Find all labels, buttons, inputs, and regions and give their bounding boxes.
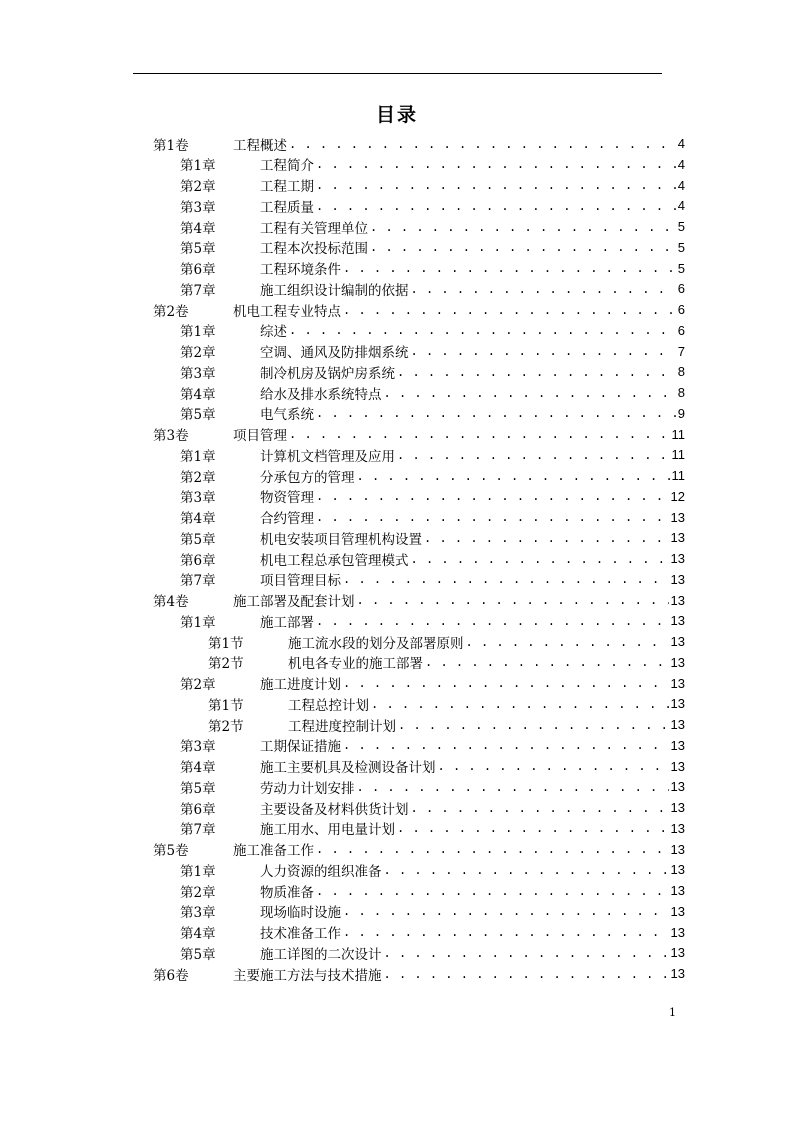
toc-entry-title: 主要设备及材料供货计划 bbox=[260, 801, 409, 818]
toc-entry-title: 施工部署 bbox=[260, 614, 314, 631]
toc-entry-title: 现场临时设施 bbox=[260, 905, 341, 922]
toc-entry-number: 第5章 bbox=[180, 531, 216, 548]
toc-entry-title: 施工流水段的划分及部署原则 bbox=[288, 635, 464, 652]
toc-entry[interactable] bbox=[153, 590, 685, 611]
toc-entry-title: 综述 bbox=[260, 324, 287, 341]
toc-leader-dots bbox=[370, 240, 676, 254]
toc-entry[interactable] bbox=[180, 486, 685, 507]
toc-entry-page: 13 bbox=[670, 551, 685, 566]
toc-entry-title: 工程进度控制计划 bbox=[288, 718, 396, 735]
toc-entry-number: 第4章 bbox=[180, 511, 216, 527]
toc-entry-title: 工程简介 bbox=[260, 158, 314, 175]
toc-leader-dots bbox=[438, 759, 669, 773]
toc-entry-title: 机电工程总承包管理模式 bbox=[260, 552, 409, 569]
toc-entry-number: 第6章 bbox=[180, 262, 216, 278]
toc-leader-dots bbox=[289, 323, 676, 337]
toc-entry-number: 第3章 bbox=[180, 490, 216, 507]
toc-leader-dots bbox=[289, 427, 670, 441]
toc-leader-dots bbox=[343, 738, 669, 752]
toc-entry-number: 第1章 bbox=[180, 614, 216, 631]
toc-entry[interactable] bbox=[180, 818, 685, 839]
toc-entry-title: 施工详图的二次设计 bbox=[260, 946, 382, 963]
toc-entry[interactable] bbox=[180, 403, 685, 424]
toc-entry-page: 13 bbox=[670, 654, 685, 670]
toc-entry-title: 施工组织设计编制的依据 bbox=[260, 282, 409, 299]
toc-entry-page: 6 bbox=[677, 281, 685, 297]
toc-leader-dots bbox=[316, 510, 669, 524]
toc-leader-dots bbox=[316, 406, 676, 420]
toc-leader-dots bbox=[343, 261, 676, 275]
toc-entry[interactable] bbox=[180, 880, 685, 901]
toc-entry-title: 施工用水、用电量计划 bbox=[260, 822, 395, 839]
toc-entry-page: 13 bbox=[670, 820, 685, 836]
toc-entry-number: 第4章 bbox=[180, 386, 216, 403]
toc-entry[interactable] bbox=[180, 942, 685, 963]
toc-entry[interactable] bbox=[180, 507, 685, 528]
toc-entry[interactable] bbox=[208, 631, 685, 652]
toc-leader-dots bbox=[343, 904, 669, 918]
toc-entry[interactable] bbox=[208, 652, 685, 673]
toc-entry-page: 13 bbox=[670, 903, 685, 919]
toc-entry-page: 8 bbox=[677, 364, 685, 380]
toc-entry-page: 13 bbox=[670, 779, 685, 795]
toc-entry[interactable] bbox=[180, 341, 685, 362]
toc-entry[interactable] bbox=[180, 258, 685, 279]
toc-entry-title: 项目管理目标 bbox=[260, 573, 341, 590]
toc-entry-page: 7 bbox=[677, 343, 685, 359]
toc-entry[interactable] bbox=[180, 278, 685, 299]
toc-leader-dots bbox=[424, 531, 669, 545]
toc-entry-number: 第3章 bbox=[180, 739, 216, 756]
toc-entry-page: 12 bbox=[670, 488, 685, 504]
toc-leader-dots bbox=[398, 718, 669, 732]
toc-entry-number: 第3章 bbox=[180, 365, 216, 382]
page-title: 目录 bbox=[375, 104, 418, 126]
toc-entry-page: 4 bbox=[677, 156, 685, 172]
toc-entry-number: 第2章 bbox=[180, 469, 216, 486]
toc-entry-number: 第5章 bbox=[180, 241, 216, 258]
toc-entry-number: 第3章 bbox=[180, 199, 216, 216]
toc-entry[interactable] bbox=[180, 195, 685, 216]
toc-entry-title: 给水及排水系统特点 bbox=[260, 386, 382, 403]
toc-entry[interactable] bbox=[180, 735, 685, 756]
toc-leader-dots bbox=[343, 572, 669, 586]
toc-entry-number: 第1节 bbox=[208, 697, 244, 714]
toc-leader-dots bbox=[343, 676, 669, 690]
toc-entry-page: 13 bbox=[670, 883, 685, 898]
toc-entry[interactable] bbox=[180, 175, 685, 196]
toc-entry-title: 施工进度计划 bbox=[260, 677, 341, 693]
toc-leader-dots bbox=[384, 863, 669, 877]
toc-entry-number: 第4章 bbox=[180, 926, 216, 942]
toc-entry-title: 制冷机房及锅炉房系统 bbox=[260, 365, 395, 382]
toc-entry-page: 11 bbox=[671, 468, 685, 483]
toc-entry-number: 第1章 bbox=[180, 448, 216, 465]
toc-entry[interactable] bbox=[180, 154, 685, 175]
toc-entry-page: 13 bbox=[670, 613, 685, 629]
toc-entry-number: 第2卷 bbox=[153, 303, 189, 320]
toc-entry-title: 工程总控计划 bbox=[288, 697, 369, 714]
toc-entry-title: 工程本次投标范围 bbox=[260, 241, 368, 258]
toc-entry[interactable] bbox=[208, 714, 685, 735]
toc-entry-title: 机电安装项目管理机构设置 bbox=[260, 531, 422, 548]
toc-entry-page: 8 bbox=[677, 385, 685, 400]
toc-entry-number: 第5章 bbox=[180, 946, 216, 963]
toc-leader-dots bbox=[357, 780, 669, 794]
toc-entry-number: 第6章 bbox=[180, 801, 216, 818]
toc-entry-page: 9 bbox=[677, 405, 685, 421]
toc-leader-dots bbox=[411, 344, 676, 358]
toc-entry-number: 第1卷 bbox=[153, 137, 189, 154]
toc-leader-dots bbox=[370, 220, 676, 234]
toc-entry-number: 第2章 bbox=[180, 345, 216, 361]
toc-leader-dots bbox=[316, 842, 669, 856]
toc-entry-page: 5 bbox=[677, 219, 685, 234]
toc-entry-number: 第1章 bbox=[180, 324, 216, 341]
toc-leader-dots bbox=[316, 884, 669, 898]
toc-entry[interactable] bbox=[180, 465, 685, 486]
toc-entry[interactable] bbox=[153, 299, 685, 320]
toc-entry-title: 物质准备 bbox=[260, 884, 314, 901]
toc-leader-dots bbox=[343, 925, 669, 939]
toc-entry[interactable] bbox=[208, 693, 685, 714]
toc-entry-page: 6 bbox=[677, 302, 685, 317]
toc-leader-dots bbox=[316, 199, 676, 213]
toc-leader-dots bbox=[384, 967, 669, 981]
toc-entry-title: 机电各专业的施工部署 bbox=[288, 656, 423, 673]
toc-entry-number: 第7章 bbox=[180, 282, 216, 299]
toc-entry[interactable] bbox=[180, 922, 685, 943]
toc-entry-page: 13 bbox=[670, 634, 685, 649]
toc-entry[interactable] bbox=[180, 361, 685, 382]
toc-entry-number: 第6卷 bbox=[153, 967, 189, 984]
toc-entry[interactable] bbox=[153, 963, 685, 984]
toc-entry-title: 分承包方的管理 bbox=[260, 469, 355, 486]
toc-entry[interactable] bbox=[180, 756, 685, 777]
toc-entry-page: 5 bbox=[677, 260, 685, 276]
toc-leader-dots bbox=[397, 365, 676, 379]
toc-entry-page: 11 bbox=[671, 447, 685, 463]
toc-entry[interactable] bbox=[180, 320, 685, 341]
toc-entry[interactable] bbox=[153, 839, 685, 860]
toc-entry-title: 项目管理 bbox=[233, 428, 287, 444]
toc-entry-page: 6 bbox=[677, 322, 685, 338]
toc-entry[interactable] bbox=[180, 569, 685, 590]
toc-entry-number: 第7章 bbox=[180, 573, 216, 590]
toc-entry-number: 第2节 bbox=[208, 656, 244, 673]
toc-leader-dots bbox=[411, 801, 669, 815]
toc-entry-page: 13 bbox=[670, 945, 685, 961]
toc-entry-number: 第1章 bbox=[180, 863, 216, 880]
toc-leader-dots bbox=[357, 593, 669, 607]
toc-entry-number: 第2节 bbox=[208, 718, 244, 735]
toc-entry-title: 工程环境条件 bbox=[260, 262, 341, 278]
toc-entry-page: 13 bbox=[670, 717, 685, 732]
toc-leader-dots bbox=[343, 303, 676, 317]
toc-entry-page: 13 bbox=[670, 841, 685, 857]
toc-entry-page: 4 bbox=[677, 177, 685, 193]
toc-leader-dots bbox=[397, 448, 670, 462]
toc-entry-title: 技术准备工作 bbox=[260, 926, 341, 942]
toc-entry[interactable] bbox=[180, 901, 685, 922]
toc-entry-title: 空调、通风及防排烟系统 bbox=[260, 345, 409, 361]
toc-entry-title: 主要施工方法与技术措施 bbox=[233, 967, 382, 984]
toc-entry-page: 13 bbox=[670, 530, 685, 546]
toc-entry-number: 第1节 bbox=[208, 635, 244, 652]
toc-entry-title: 工期保证措施 bbox=[260, 739, 341, 756]
toc-entry-title: 电气系统 bbox=[260, 407, 314, 424]
toc-entry-title: 工程有关管理单位 bbox=[260, 220, 368, 237]
toc-leader-dots bbox=[316, 614, 669, 628]
toc-leader-dots bbox=[316, 489, 669, 503]
toc-leader-dots bbox=[384, 946, 669, 960]
toc-entry[interactable] bbox=[180, 382, 685, 403]
toc-entry-page: 13 bbox=[670, 862, 685, 878]
toc-entry-number: 第6章 bbox=[180, 552, 216, 569]
toc-entry[interactable] bbox=[180, 797, 685, 818]
toc-leader-dots bbox=[357, 469, 670, 483]
toc-entry-page: 13 bbox=[670, 696, 685, 712]
toc-entry-page: 13 bbox=[670, 592, 685, 608]
toc-leader-dots bbox=[316, 178, 676, 192]
page-number: 1 bbox=[669, 1006, 676, 1019]
toc-entry-title: 合约管理 bbox=[260, 511, 314, 527]
toc-leader-dots bbox=[466, 635, 669, 649]
toc-entry-title: 劳动力计划安排 bbox=[260, 780, 355, 797]
toc-entry[interactable] bbox=[180, 548, 685, 569]
toc-entry-page: 13 bbox=[670, 737, 685, 753]
toc-entry-page: 13 bbox=[670, 758, 685, 774]
toc-entry-title: 施工准备工作 bbox=[233, 843, 314, 859]
toc-entry-page: 13 bbox=[670, 924, 685, 940]
toc-entry-title: 工程概述 bbox=[233, 137, 287, 154]
toc-leader-dots bbox=[384, 386, 676, 400]
toc-entry-number: 第4章 bbox=[180, 220, 216, 237]
toc-entry-number: 第4章 bbox=[180, 760, 216, 776]
toc-entry-number: 第7章 bbox=[180, 822, 216, 839]
toc-entry-page: 13 bbox=[670, 966, 685, 981]
toc-entry-title: 机电工程专业特点 bbox=[233, 303, 341, 320]
toc-entry-page: 4 bbox=[677, 136, 685, 151]
toc-entry-title: 人力资源的组织准备 bbox=[260, 863, 382, 880]
toc-entry-number: 第1章 bbox=[180, 158, 216, 175]
toc-entry-title: 物资管理 bbox=[260, 490, 314, 507]
toc-entry[interactable] bbox=[180, 527, 685, 548]
toc-entry[interactable] bbox=[180, 444, 685, 465]
toc-entry-number: 第3章 bbox=[180, 905, 216, 922]
toc-entry-number: 第5章 bbox=[180, 407, 216, 424]
toc-entry[interactable] bbox=[180, 216, 685, 237]
toc-entry[interactable] bbox=[153, 424, 685, 445]
toc-entry[interactable] bbox=[180, 237, 685, 258]
toc-entry-page: 13 bbox=[670, 509, 685, 525]
toc-entry-page: 13 bbox=[670, 571, 685, 587]
toc-entry-title: 施工主要机具及检测设备计划 bbox=[260, 760, 436, 776]
toc-entry-title: 工程工期 bbox=[260, 179, 314, 195]
toc-entry-number: 第4卷 bbox=[153, 594, 189, 610]
toc-entry-title: 施工部署及配套计划 bbox=[233, 594, 355, 610]
toc-entry-page: 5 bbox=[677, 239, 685, 255]
toc-entry-title: 计算机文档管理及应用 bbox=[260, 448, 395, 465]
toc-entry-page: 13 bbox=[670, 675, 685, 691]
toc-entry-title: 工程质量 bbox=[260, 199, 314, 216]
toc-entry-number: 第5章 bbox=[180, 780, 216, 797]
toc-leader-dots bbox=[371, 697, 669, 711]
toc-entry-number: 第3卷 bbox=[153, 428, 189, 444]
toc-leader-dots bbox=[411, 282, 676, 296]
toc-entry-number: 第2章 bbox=[180, 884, 216, 901]
toc-entry[interactable] bbox=[180, 776, 685, 797]
toc-entry-page: 13 bbox=[670, 800, 685, 815]
toc-leader-dots bbox=[316, 157, 676, 171]
header-rule bbox=[133, 73, 662, 74]
toc-entry[interactable] bbox=[180, 673, 685, 694]
toc-leader-dots bbox=[397, 821, 669, 835]
toc-entry[interactable] bbox=[180, 859, 685, 880]
toc-entry-number: 第5卷 bbox=[153, 843, 189, 859]
toc-leader-dots bbox=[411, 552, 669, 566]
toc-entry-page: 11 bbox=[671, 426, 685, 442]
toc-entry-number: 第2章 bbox=[180, 179, 216, 195]
toc-leader-dots bbox=[425, 655, 669, 669]
toc-leader-dots bbox=[289, 137, 676, 151]
toc-entry-number: 第2章 bbox=[180, 677, 216, 693]
toc-entry-page: 4 bbox=[677, 198, 685, 214]
toc-entry[interactable] bbox=[180, 610, 685, 631]
toc-entry[interactable] bbox=[153, 133, 685, 154]
